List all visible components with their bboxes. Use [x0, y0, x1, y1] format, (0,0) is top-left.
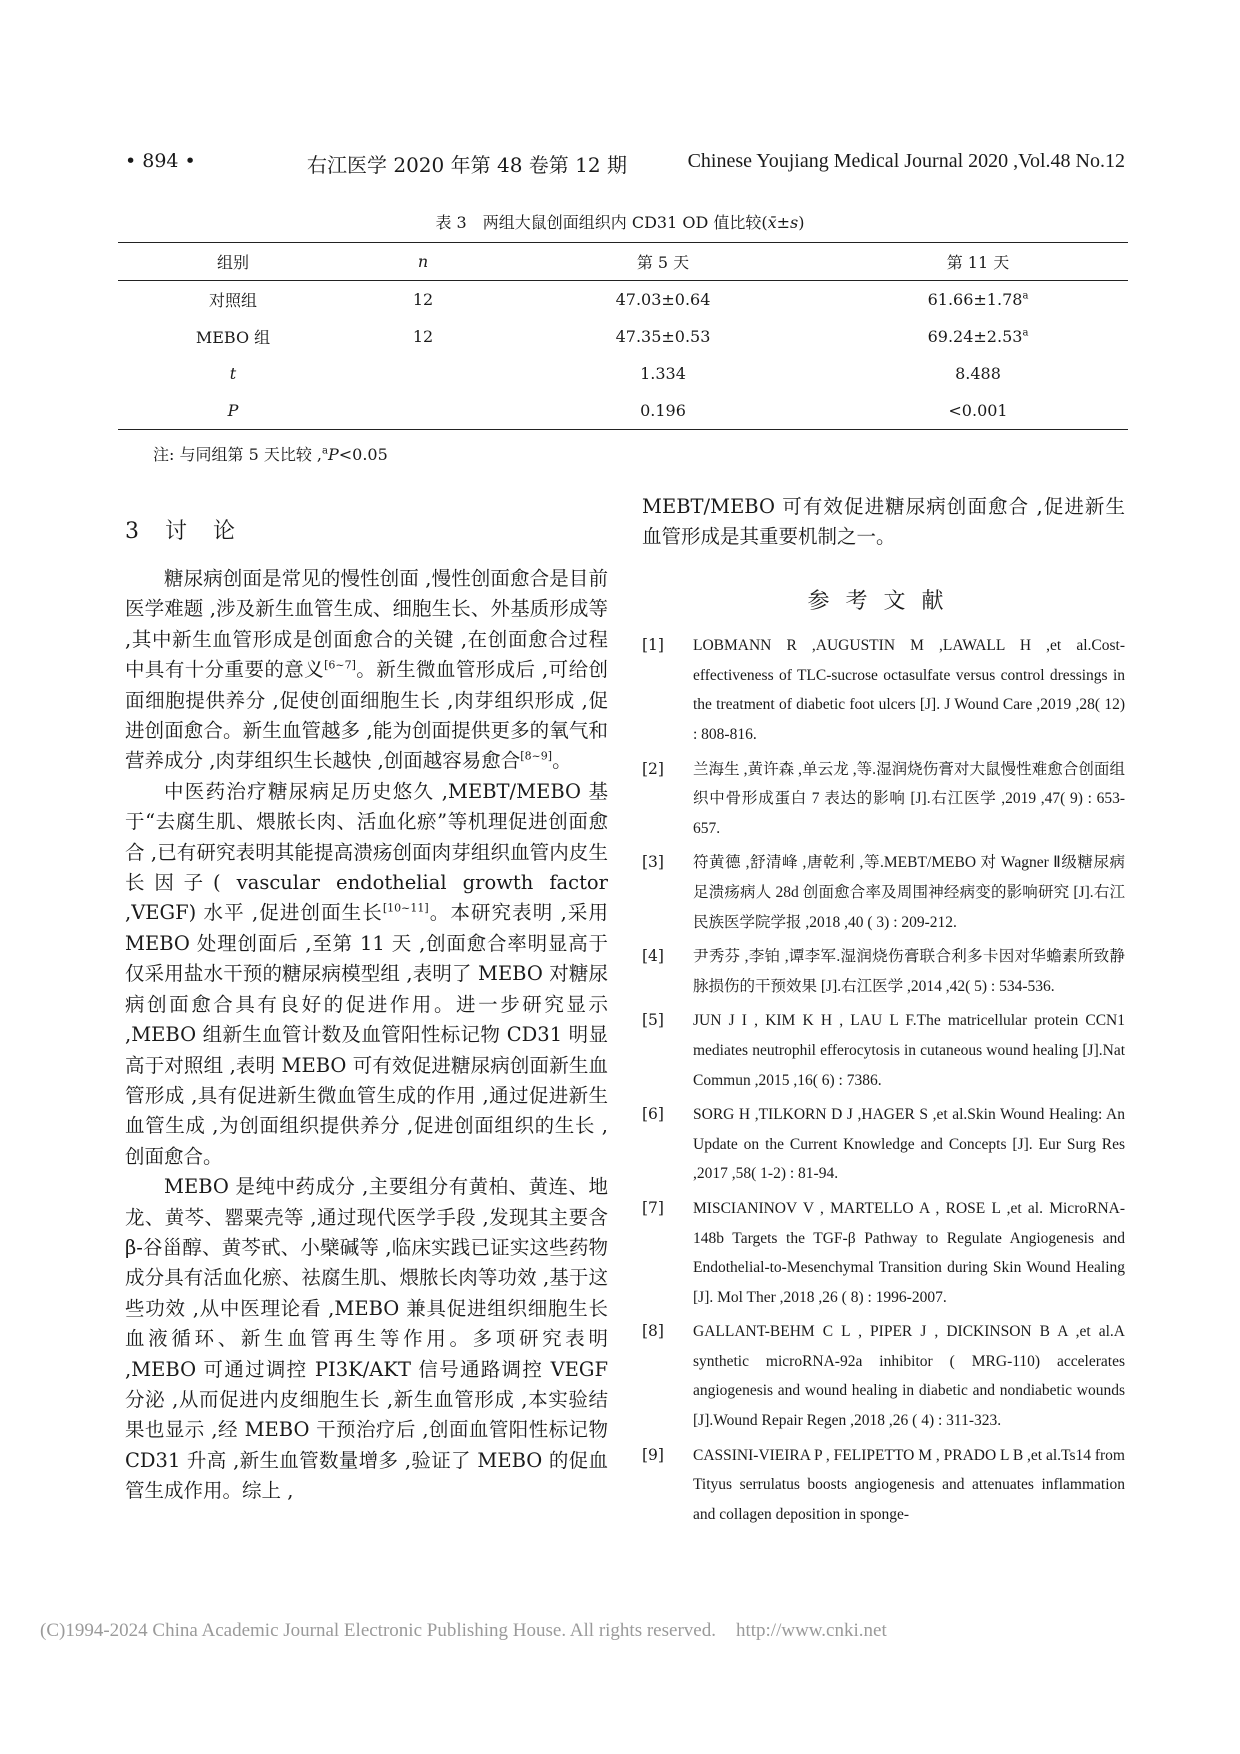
table-cell: 47.35±0.53 [615, 327, 711, 346]
table-cell: 1.334 [640, 364, 686, 383]
reference-number: [2] [642, 759, 664, 778]
table-cell [828, 281, 1128, 319]
reference-number: [3] [642, 853, 664, 872]
table-note [153, 442, 388, 465]
reference-item [642, 1006, 1125, 1095]
reference-item [642, 1194, 1125, 1312]
table-row [118, 392, 1128, 430]
references-heading: 参考文献 [807, 588, 960, 614]
running-header [125, 150, 1125, 184]
reference-text: SORG H ,TILKORN D J ,HAGER S ,et al.Skin Wound Healing: An Update on the Current Knowledge and Concepts [J]. Eur Surg Res ,2017 ,58( 1-2) : 81-94. [693, 1106, 1125, 1183]
paragraph [125, 564, 608, 777]
page-number: • 894 • [125, 150, 196, 172]
table-caption-text: 表 3 两组大鼠创面组织内 CD31 OD 值比较( [435, 213, 768, 232]
reference-number: [9] [642, 1445, 664, 1464]
cell-value: 69.24±2.53 [927, 327, 1023, 346]
paragraph-text: 。新生微血管形成后 ,可给创面细胞提供养分 ,促使创面细胞生长 ,肉芽组织形成 ,促进创面愈合。新生血管越多 ,能为创面提供更多的氧气和营养成分 ,肉芽组织生长越快 ,创面越容易愈合 [125, 658, 608, 773]
superscript-mark: a [1022, 327, 1029, 339]
reference-item [642, 1441, 1125, 1530]
table-cell: 12 [412, 290, 434, 309]
reference-item [642, 942, 1125, 1001]
table-cell: 8.488 [955, 364, 1001, 383]
section-heading: 3 讨 论 [125, 519, 237, 544]
copyright-footer [40, 1620, 1200, 1642]
superscript-mark: a [1022, 290, 1029, 302]
table-cell [828, 318, 1128, 355]
paragraph-text: 。本研究表明 ,采用 MEBO 处理创面后 ,至第 11 天 ,创面愈合率明显高于仅采用盐水干预的糖尿病模型组 ,表明了 MEBO 对糖尿病创面愈合具有良好的促进作用。进一步研究显示 ,MEBO 组新生血管计数及血管阳性标记物 CD31 明显高于对照组 ,表明 MEBO 可有效促进糖尿病创面新生血管形成 ,具有促进新生微血管生成的作用 ,通过促进新生血管生成 ,为创面组织提供养分 ,促进创面组织的生长 ,创面愈合。 [125, 901, 608, 1168]
footer-url: http://www.cnki.net [735, 1620, 887, 1641]
reference-item [642, 848, 1125, 937]
table-row [118, 281, 1128, 319]
reference-text: LOBMANN R ,AUGUSTIN M ,LAWALL H ,et al.Cost-effectiveness of TLC-sucrose octasulfate versus control dressings in the treatment of diabetic foot ulcers [J]. J Wound Care ,2019 ,28( 12) : 808-816. [693, 637, 1125, 743]
reference-number: [4] [642, 947, 664, 966]
journal-title-cn: 右江医学 2020 年第 48 卷第 12 期 [307, 153, 627, 177]
table-cell [348, 355, 498, 392]
reference-text: 符黄德 ,舒清峰 ,唐乾利 ,等.MEBT/MEBO 对 Wagner Ⅱ级糖尿病足溃疡病人 28d 创面愈合率及周围神经病变的影响研究 [J].右江民族医学院学报 ,2018 ,40 ( 3) : 209-212. [693, 854, 1125, 931]
reference-item [642, 755, 1125, 844]
table-cell: 0.196 [640, 401, 686, 420]
table-caption [0, 210, 1240, 233]
paragraph-text: 中医药治疗糖尿病足历史悠久 ,MEBT/MEBO 基于“去腐生肌、煨脓长肉、活血化瘀”等机理促进创面愈合 ,已有研究表明其能提高溃疡创面肉芽组织血管内皮生长因子( vascular endothelial growth factor ,VEGF) 水平 ,促进创面生长 [125, 779, 608, 925]
journal-title-en: Chinese Youjiang Medical Journal 2020 ,Vol.48 No.12 [687, 150, 1125, 172]
paragraph: MEBO 是纯中药成分 ,主要组分有黄柏、黄连、地龙、黄芩、罂粟壳等 ,通过现代医学手段 ,发现其主要含 β-谷甾醇、黄芩甙、小檗碱等 ,临床实践已证实这些药物成分具有活血化瘀、祛腐生肌、煨脓长肉等功效 ,基于这些功效 ,从中医理论看 ,MEBO 兼具促进组织细胞生长血液循环、新生血管再生等作用。多项研究表明 ,MEBO 可通过调控 PI3K/AKT 信号通路调控 VEGF 分泌 ,从而促进内皮细胞生长 ,新生血管形成 ,本实验结果也显示 ,经 MEBO 干预治疗后 ,创面血管阳性标记物 CD31 升高 ,新生血管数量增多 ,验证了 MEBO 的促血管生成作用。综上 , [125, 1175, 608, 1503]
column-header: 第 11 天 [946, 253, 1010, 272]
reference-number: [5] [642, 1011, 664, 1030]
table-cell: MEBO 组 [195, 328, 271, 347]
copyright-text: (C)1994-2024 China Academic Journal Electronic Publishing House. All rights reserved. [40, 1620, 716, 1641]
column-header: 第 5 天 [636, 253, 690, 272]
table-note-text: 注: 与同组第 5 天比较 , [153, 445, 323, 464]
reference-text: JUN J I , KIM K H , LAU L F.The matricellular protein CCN1 mediates neutrophil efferocytosis in cutaneous wound healing [J].Nat Commun ,2015 ,16( 6) : 7386. [693, 1012, 1125, 1089]
citation: [6~7] [324, 658, 356, 672]
paragraph [125, 777, 608, 1172]
paragraph-text: 。 [552, 749, 572, 773]
table-cell: 对照组 [208, 291, 257, 310]
reference-text: MISCIANINOV V , MARTELLO A , ROSE L ,et al. MicroRNA-148b Targets the TGF-β Pathway to Regulate Angiogenesis and Endothelial-to-Mesenchymal Transition during Skin Wound Healing [J]. Mol Ther ,2018 ,26 ( 8) : 1996-2007. [693, 1199, 1125, 1306]
column-header: 组别 [216, 253, 249, 272]
table-cell [348, 392, 498, 430]
table-caption-close: ) [798, 213, 805, 232]
reference-number: [6] [642, 1105, 664, 1124]
reference-item [642, 1100, 1125, 1189]
reference-item [642, 1317, 1125, 1435]
table-cell: 47.03±0.64 [615, 290, 711, 309]
reference-list [642, 631, 1125, 1529]
paragraph-continuation: MEBT/MEBO 可有效促进糖尿病创面愈合 ,促进新生血管形成是其重要机制之一。 [642, 495, 1125, 549]
citation: [8~9] [520, 749, 553, 763]
table-note-p: P [327, 445, 339, 464]
table-caption-stat: x̄±s [767, 213, 799, 232]
reference-number: [7] [642, 1198, 664, 1217]
reference-text: GALLANT-BEHM C L , PIPER J , DICKINSON B A ,et al.A synthetic microRNA-92a inhibitor ( MRG-110) accelerates angiogenesis and wound healing in diabetic and nondiabetic wounds [J].Wound Repair Regen ,2018 ,26 ( 4) : 311-323. [693, 1323, 1125, 1430]
table-cell: 12 [412, 327, 434, 346]
reference-text: 兰海生 ,黄许森 ,单云龙 ,等.湿润烧伤膏对大鼠慢性难愈合创面组织中骨形成蛋白 7 表达的影响 [J].右江医学 ,2019 ,47( 9) : 653-657. [693, 760, 1125, 837]
table-cell: P [227, 401, 239, 420]
table-header-row [118, 243, 1128, 281]
column-header: n [417, 252, 429, 271]
reference-item [642, 631, 1125, 749]
right-column [642, 492, 1125, 1534]
reference-number: [8] [642, 1322, 664, 1341]
reference-number: [1] [642, 636, 664, 655]
table-note-value: <0.05 [338, 445, 388, 464]
table-cell: <0.001 [948, 401, 1008, 420]
table-cell: t [229, 364, 237, 383]
left-column [125, 512, 608, 1507]
cell-value: 61.66±1.78 [927, 290, 1023, 309]
table-row [118, 318, 1128, 355]
reference-text: 尹秀芬 ,李铂 ,谭李军.湿润烧伤膏联合利多卡因对华蟾素所致静脉损伤的干预效果 [J].右江医学 ,2014 ,42( 5) : 534-536. [693, 948, 1125, 995]
citation: [10~11] [382, 901, 429, 915]
paragraph-text: 糖尿病创面是常见的慢性创面 ,慢性创面愈合是目前医学难题 ,涉及新生血管生成、细胞生长、外基质形成等 ,其中新生血管形成是创面愈合的关键 ,在创面愈合过程中具有十分重要的意义 [125, 567, 608, 682]
reference-text: CASSINI-VIEIRA P , FELIPETTO M , PRADO L B ,et al.Ts14 from Tityus serrulatus boosts angiogenesis and attenuates inflammation and collagen deposition in sponge- [693, 1446, 1125, 1523]
table-note-sup: a [322, 445, 328, 457]
data-table [118, 242, 1128, 430]
table-row [118, 355, 1128, 392]
